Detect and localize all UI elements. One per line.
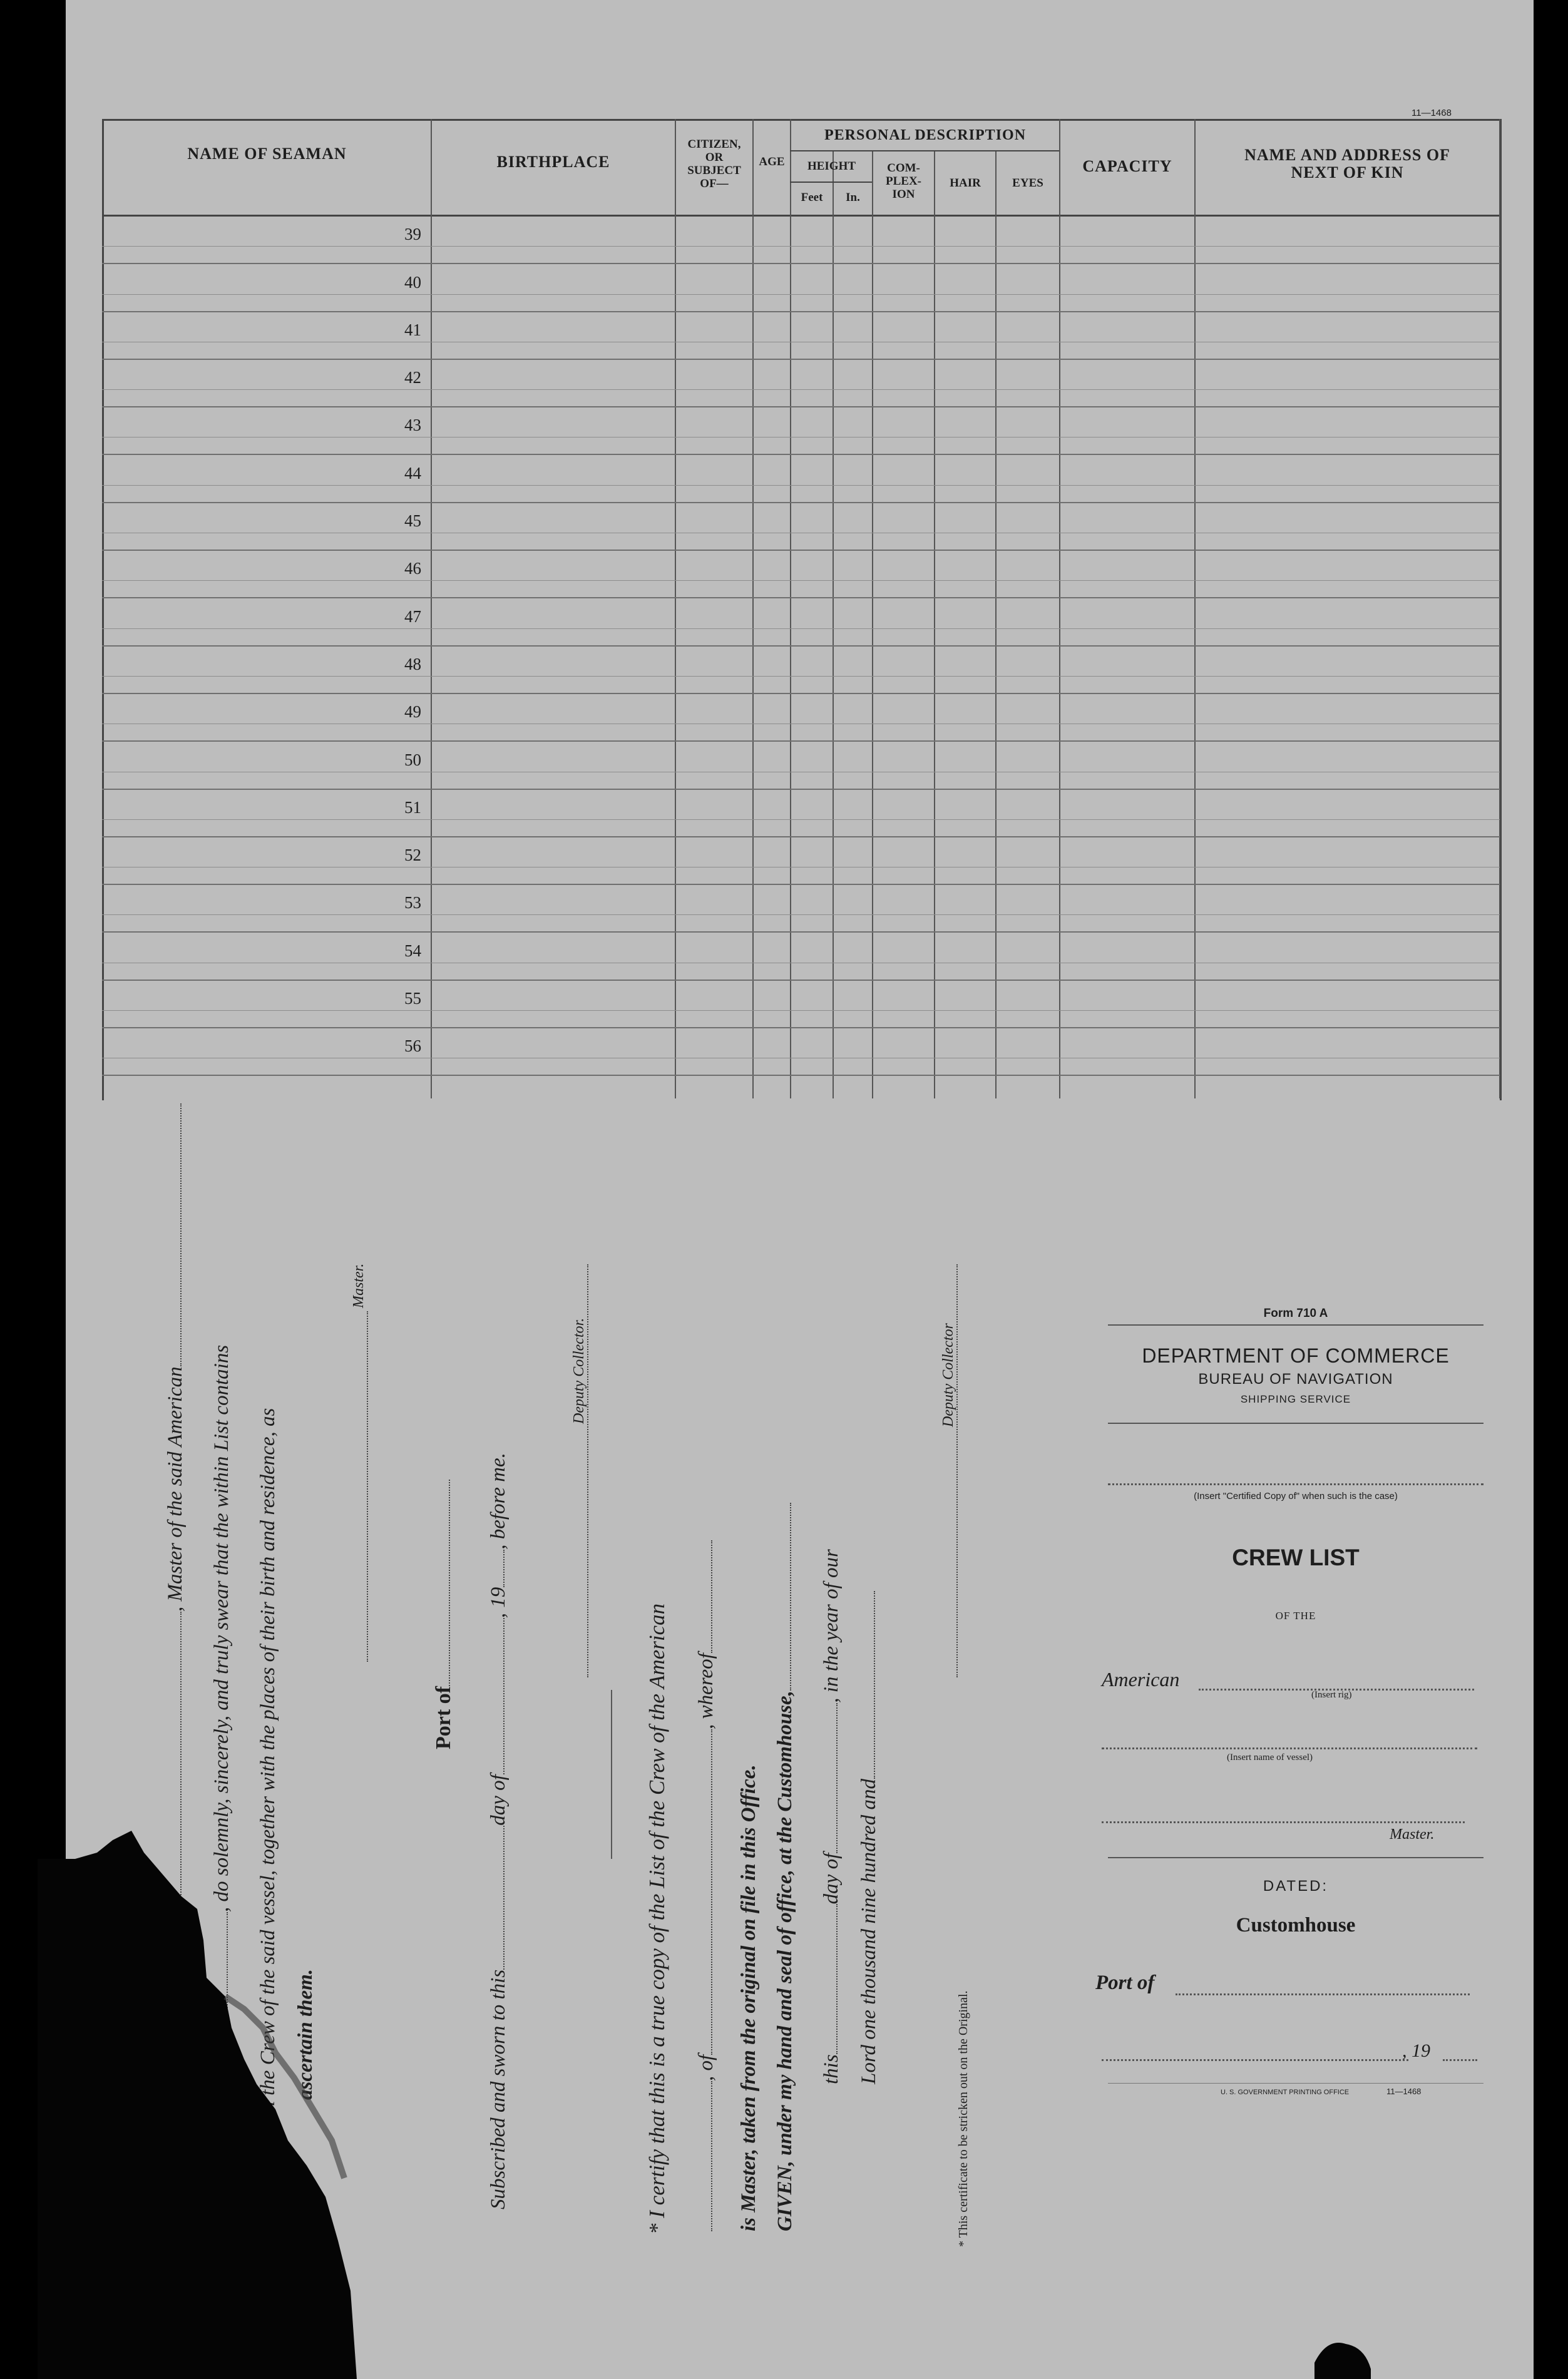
corner-damage [1314,2338,1371,2379]
header-citizen-line: OF— [700,177,729,190]
row-number: 48 [404,654,421,673]
torn-edge-damage [38,1815,363,2379]
cert-text: Lord one thousand nine hundred and [858,1779,880,2084]
insert-vessel-note: (Insert name of vessel) [1227,1752,1313,1763]
row-rule [102,580,1500,581]
row-rule [102,294,1500,295]
oath-port-of-label: Port of [432,1686,455,1749]
form-code-top: 11—1468 [1412,108,1452,118]
row-number: 45 [404,511,421,531]
of-the-label: OF THE [1275,1610,1316,1622]
cert-text: , in the year of our [820,1549,843,1703]
row-number: 43 [404,416,421,435]
cert-deputy-label: Deputy Collector [940,1323,956,1427]
cert-line-6 [858,1591,881,2084]
cert-text: GIVEN, under my hand and seal of office, at the Customhouse, [774,1691,796,2231]
header-name-of-seaman: NAME OF SEAMAN [187,145,347,163]
oath-text: , 19 [487,1587,510,1619]
oath-port-of [432,1480,456,1749]
row-rule [102,628,1500,629]
header-personal-description: PERSONAL DESCRIPTION [824,127,1027,143]
row-number: 54 [404,941,421,960]
header-citizen [676,138,752,190]
table-row [102,360,1500,407]
table-row [102,407,1500,455]
header-complexion-line: PLEX- [886,175,921,188]
bureau-title: BUREAU OF NAVIGATION [1198,1371,1393,1388]
row-number: 42 [404,368,421,387]
oath-text: , Master of the said American [164,1366,187,1612]
header-hair: HAIR [950,177,981,190]
oath-text: ascertain them. [294,1968,317,2100]
cover-year-label: , 19 [1402,2040,1430,2061]
crew-list-title: CREW LIST [1232,1545,1360,1570]
cert-text: , of [695,2054,717,2081]
cert-line-5 [820,1549,843,2084]
header-citizen-line: SUBJECT [687,164,741,177]
row-number: 47 [404,606,421,626]
customhouse-label: Customhouse [1236,1914,1356,1936]
header-citizen-line: CITIZEN, [687,138,741,151]
row-number: 50 [404,750,421,769]
insert-certified-note: (Insert "Certified Copy of" when such is the case) [1194,1491,1398,1502]
row-number: 46 [404,559,421,578]
row-number: 44 [404,463,421,483]
row-rule [102,485,1500,486]
oath-subscribed [487,1453,510,2209]
table-row [102,837,1500,885]
header-next-of-kin [1196,146,1499,182]
service-title: SHIPPING SERVICE [1240,1393,1351,1405]
table-row [102,694,1500,742]
divider-rule [611,1690,612,1859]
table-row [102,598,1500,646]
header-in: In. [846,191,860,204]
table-row [102,264,1500,312]
cert-text: is Master, taken from the original on file in this Office. [737,1764,760,2231]
table-row [102,312,1500,360]
printer-imprint: U. S. GOVERNMENT PRINTING OFFICE [1221,2089,1350,2096]
row-number: 56 [404,1036,421,1056]
row-rule [102,819,1500,820]
row-number: 55 [404,989,421,1008]
oath-text: Subscribed and sworn to this [487,1969,510,2209]
cert-line-3 [737,1764,761,2231]
cert-text: day of [820,1853,843,1905]
table-row [102,885,1500,933]
row-number: 49 [404,702,421,722]
table-row [102,981,1500,1028]
header-next-of-kin-line: NEXT OF KIN [1291,163,1404,182]
header-next-of-kin-line: NAME AND ADDRESS OF [1244,146,1450,164]
american-label: American [1102,1668,1180,1691]
row-number: 52 [404,846,421,865]
cert-line-1 [645,1604,670,2234]
table-row [102,1028,1500,1076]
header-age: AGE [759,155,785,168]
header-capacity: CAPACITY [1082,157,1172,175]
oath-deputy-label: Deputy Collector. [571,1317,587,1424]
row-rule [102,1075,1500,1076]
oath-master-label: Master. [351,1263,367,1308]
header-complexion-line: ION [892,188,915,201]
table-row [102,790,1500,837]
row-rule [102,1010,1500,1011]
table-row [102,551,1500,598]
row-number: 40 [404,272,421,292]
table-row [102,742,1500,789]
row-number: 53 [404,893,421,913]
row-number: 51 [404,797,421,817]
table-row [102,217,1500,264]
oath-text: , do solemnly, sincerely, and truly swear that the within List contains [210,1344,233,1912]
row-rule [102,914,1500,915]
form-number: Form 710 A [1263,1307,1328,1320]
row-number: 41 [404,320,421,339]
header-height: HEIGHT [807,160,856,173]
cert-text: * I certify that this is a true copy of the List of the Crew of the American [645,1603,669,2234]
cert-text: this [820,2054,843,2084]
oath-master-signature [351,1311,374,1662]
row-rule [102,676,1500,677]
cover-master-label: Master. [1390,1826,1435,1843]
cover-port-of-label: Port of [1095,1972,1155,1994]
cert-line-2 [695,1540,718,2231]
cert-footnote: * This certificate to be stricken out on the Original. [956,1990,970,2247]
row-number: 39 [404,225,421,244]
table-row [102,933,1500,981]
header-feet: Feet [801,191,823,204]
oath-text: of all the Crew of the said vessel, together with the places of their birth and residence, as [257,1408,279,2144]
cover-form-code: 11—1468 [1386,2087,1422,2096]
table-row [102,456,1500,503]
cert-line-4 [774,1503,797,2231]
header-citizen-line: OR [705,151,724,164]
dated-label: DATED: [1263,1878,1329,1895]
oath-text: day of [487,1774,510,1826]
header-complexion [873,161,934,201]
table-row [102,503,1500,551]
row-rule [102,246,1500,247]
department-title: DEPARTMENT OF COMMERCE [1142,1344,1450,1367]
insert-rig-note: (Insert rig) [1311,1690,1352,1700]
header-complexion-line: COM- [887,161,920,175]
header-birthplace: BIRTHPLACE [496,153,610,171]
row-rule [102,389,1500,390]
header-eyes: EYES [1012,177,1043,190]
table-row [102,647,1500,694]
cert-text: , whereof [695,1653,717,1729]
oath-text: , before me. [487,1453,510,1550]
